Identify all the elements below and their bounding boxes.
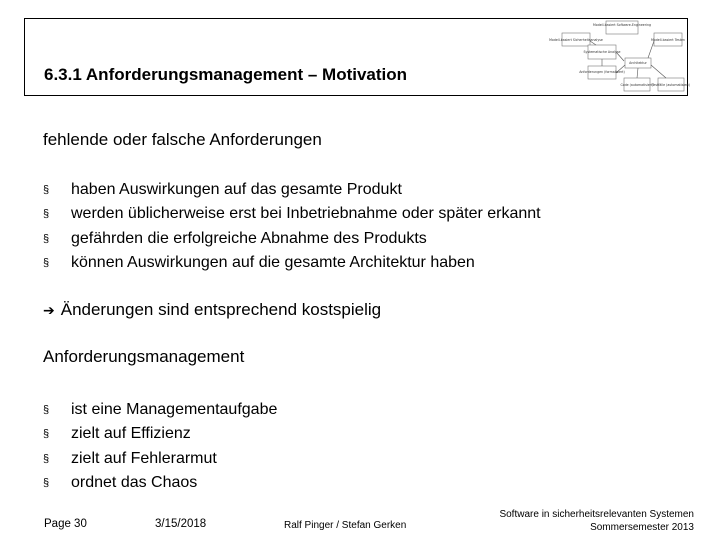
diagram-testcases: Testfälle (automatisiert) <box>651 83 691 87</box>
section1-heading: fehlende oder falsche Anforderungen <box>43 130 322 149</box>
diagram-top-label: Modell-basiert Software-Engineering <box>593 23 651 27</box>
footer-page-number: Page 30 <box>44 518 87 530</box>
diagram-requirements: Anforderungen (formalisiert) <box>579 70 625 74</box>
bullet-icon: § <box>43 257 50 270</box>
bullet-icon: § <box>43 404 50 416</box>
footer-date: 3/15/2018 <box>155 518 207 530</box>
bullet-icon: § <box>43 477 50 490</box>
conclusion-line <box>43 300 381 320</box>
diagram-right-box: Modell-basiert Testen <box>651 38 685 42</box>
footer-semester: Sommersemester 2013 <box>590 522 694 533</box>
diagram-architecture: Architektur <box>629 61 647 65</box>
slide-title: 6.3.1 Anforderungsmanagement – Motivation <box>44 65 408 84</box>
bullet-icon: § <box>43 428 50 441</box>
diagram-left-box: Modell-basiert Sicherheitsanalyse <box>549 38 603 42</box>
conclusion-text: Änderungen sind entsprechend kostspielig <box>60 300 382 319</box>
diagram-code: Code (automatisiert) <box>620 83 654 87</box>
footer-authors: Ralf Pinger / Stefan Gerken <box>284 520 407 531</box>
arrow-right-icon: ➔ <box>43 302 55 318</box>
diagram-analysis: Systematische Analyse <box>583 50 621 54</box>
bullet-icon: § <box>43 208 50 221</box>
section2-heading: Anforderungsmanagement <box>43 347 245 366</box>
bullet-icon: § <box>43 452 50 465</box>
footer-course <box>499 508 694 534</box>
footer-course-title: Software in sicherheitsrelevanten Systemen <box>499 509 694 520</box>
process-diagram <box>549 3 691 93</box>
bullet-icon: § <box>43 184 50 196</box>
bullet-icon: § <box>43 232 50 245</box>
